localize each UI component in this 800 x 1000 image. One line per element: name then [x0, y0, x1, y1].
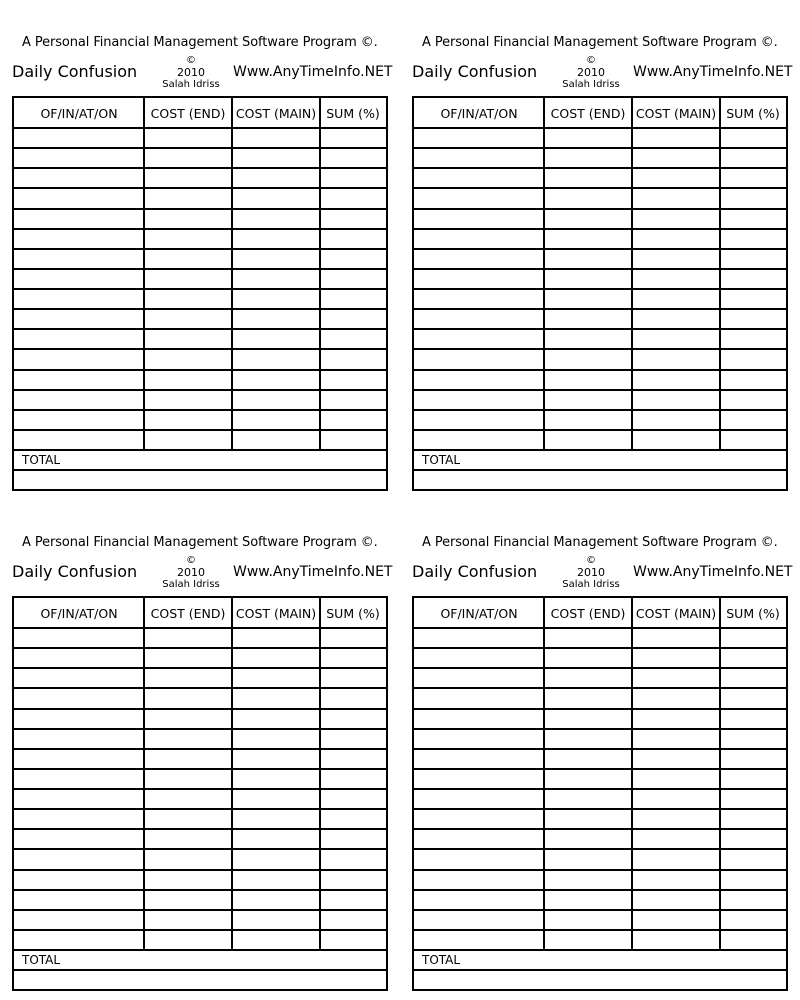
copyright-block [153, 55, 229, 91]
ledger-table [12, 596, 388, 991]
row-rule [414, 167, 786, 169]
copyright-year: 2010 [177, 566, 205, 579]
row-rule [14, 228, 386, 230]
row-rule [414, 328, 786, 330]
row-rule [414, 308, 786, 310]
column-divider [631, 598, 633, 951]
row-rule [14, 167, 386, 169]
app-title: Daily Confusion [412, 62, 538, 81]
column-divider [319, 98, 321, 451]
column-divider [719, 598, 721, 951]
row-rule [414, 828, 786, 830]
row-rule [414, 748, 786, 750]
row-rule [14, 969, 386, 971]
column-header-cost-end: COST (END) [150, 606, 226, 621]
table-header-row [14, 598, 386, 629]
program-subtitle: A Personal Financial Management Software Program ©. [422, 35, 778, 50]
row-rule [14, 469, 386, 471]
row-rule [14, 768, 386, 770]
total-row-top-rule [14, 449, 386, 451]
row-rule [414, 248, 786, 250]
row-rule [14, 788, 386, 790]
ledger-panel-4 [400, 500, 793, 1000]
total-row-top-rule [414, 949, 786, 951]
website-text: Www.AnyTimeInfo.NET [633, 64, 793, 80]
total-row-top-rule [14, 949, 386, 951]
column-divider [231, 98, 233, 451]
row-rule [14, 627, 386, 629]
author-name: Salah Idriss [562, 579, 620, 590]
row-rule [14, 127, 386, 129]
author-name: Salah Idriss [162, 79, 220, 90]
copyright-block [553, 555, 629, 591]
website-text: Www.AnyTimeInfo.NET [233, 64, 393, 80]
total-label: TOTAL [22, 953, 61, 967]
row-rule [414, 429, 786, 431]
copyright-year: 2010 [577, 566, 605, 579]
column-header-sum-percent: SUM (%) [326, 606, 380, 621]
copyright-symbol: © [186, 555, 196, 566]
row-rule [414, 848, 786, 850]
table-header-row [414, 98, 786, 129]
row-rule [14, 929, 386, 931]
copyright-symbol: © [586, 555, 596, 566]
row-rule [414, 728, 786, 730]
row-rule [414, 228, 786, 230]
row-rule [14, 889, 386, 891]
app-title: Daily Confusion [12, 62, 138, 81]
row-rule [414, 768, 786, 770]
row-rule [14, 708, 386, 710]
column-divider [319, 598, 321, 951]
column-divider [143, 98, 145, 451]
row-rule [14, 808, 386, 810]
column-header-of-in-at-on: OF/IN/AT/ON [440, 606, 518, 621]
column-header-of-in-at-on: OF/IN/AT/ON [40, 606, 118, 621]
column-header-sum-percent: SUM (%) [726, 606, 780, 621]
row-rule [14, 429, 386, 431]
app-title: Daily Confusion [412, 562, 538, 581]
row-rule [14, 409, 386, 411]
copyright-block [153, 555, 229, 591]
column-header-cost-end: COST (END) [550, 606, 626, 621]
row-rule [414, 369, 786, 371]
row-rule [14, 248, 386, 250]
program-subtitle: A Personal Financial Management Software Program ©. [22, 35, 378, 50]
row-rule [14, 147, 386, 149]
row-rule [14, 187, 386, 189]
column-header-cost-main: COST (MAIN) [635, 106, 717, 121]
row-rule [14, 848, 386, 850]
row-rule [414, 268, 786, 270]
row-rule [414, 909, 786, 911]
table-header-row [414, 598, 786, 629]
row-rule [14, 909, 386, 911]
app-title: Daily Confusion [12, 562, 138, 581]
author-name: Salah Idriss [562, 79, 620, 90]
row-rule [414, 869, 786, 871]
ledger-panel-3 [0, 500, 393, 1000]
row-rule [414, 187, 786, 189]
row-rule [14, 869, 386, 871]
column-header-cost-main: COST (MAIN) [635, 606, 717, 621]
row-rule [14, 348, 386, 350]
row-rule [14, 288, 386, 290]
row-rule [414, 348, 786, 350]
program-subtitle: A Personal Financial Management Software Program ©. [22, 535, 378, 550]
program-subtitle: A Personal Financial Management Software Program ©. [422, 535, 778, 550]
row-rule [14, 208, 386, 210]
column-header-sum-percent: SUM (%) [726, 106, 780, 121]
copyright-symbol: © [186, 55, 196, 66]
row-rule [14, 828, 386, 830]
column-header-of-in-at-on: OF/IN/AT/ON [440, 106, 518, 121]
website-text: Www.AnyTimeInfo.NET [233, 564, 393, 580]
row-rule [14, 667, 386, 669]
ledger-table [12, 96, 388, 491]
column-header-of-in-at-on: OF/IN/AT/ON [40, 106, 118, 121]
row-rule [414, 127, 786, 129]
row-rule [414, 969, 786, 971]
column-divider [543, 598, 545, 951]
row-rule [14, 647, 386, 649]
column-divider [543, 98, 545, 451]
row-rule [14, 389, 386, 391]
column-divider [719, 98, 721, 451]
row-rule [14, 748, 386, 750]
column-divider [631, 98, 633, 451]
row-rule [414, 708, 786, 710]
author-name: Salah Idriss [162, 579, 220, 590]
row-rule [414, 667, 786, 669]
row-rule [414, 889, 786, 891]
row-rule [14, 308, 386, 310]
row-rule [414, 808, 786, 810]
row-rule [414, 788, 786, 790]
row-rule [414, 288, 786, 290]
column-header-sum-percent: SUM (%) [326, 106, 380, 121]
row-rule [414, 469, 786, 471]
copyright-year: 2010 [577, 66, 605, 79]
copyright-block [553, 55, 629, 91]
ledger-panel-2 [400, 0, 793, 500]
total-label: TOTAL [422, 953, 461, 967]
ledger-table [412, 596, 788, 991]
row-rule [414, 147, 786, 149]
copyright-symbol: © [586, 55, 596, 66]
column-header-cost-end: COST (END) [550, 106, 626, 121]
row-rule [414, 208, 786, 210]
column-header-cost-main: COST (MAIN) [235, 106, 317, 121]
column-divider [143, 598, 145, 951]
copyright-year: 2010 [177, 66, 205, 79]
row-rule [14, 328, 386, 330]
total-label: TOTAL [22, 453, 61, 467]
table-header-row [14, 98, 386, 129]
row-rule [414, 389, 786, 391]
row-rule [414, 409, 786, 411]
row-rule [414, 687, 786, 689]
row-rule [14, 728, 386, 730]
column-divider [231, 598, 233, 951]
row-rule [414, 627, 786, 629]
column-header-cost-end: COST (END) [150, 106, 226, 121]
total-row-top-rule [414, 449, 786, 451]
row-rule [414, 647, 786, 649]
row-rule [14, 369, 386, 371]
row-rule [14, 268, 386, 270]
row-rule [14, 687, 386, 689]
website-text: Www.AnyTimeInfo.NET [633, 564, 793, 580]
ledger-table [412, 96, 788, 491]
column-header-cost-main: COST (MAIN) [235, 606, 317, 621]
ledger-panel-1 [0, 0, 393, 500]
total-label: TOTAL [422, 453, 461, 467]
row-rule [414, 929, 786, 931]
